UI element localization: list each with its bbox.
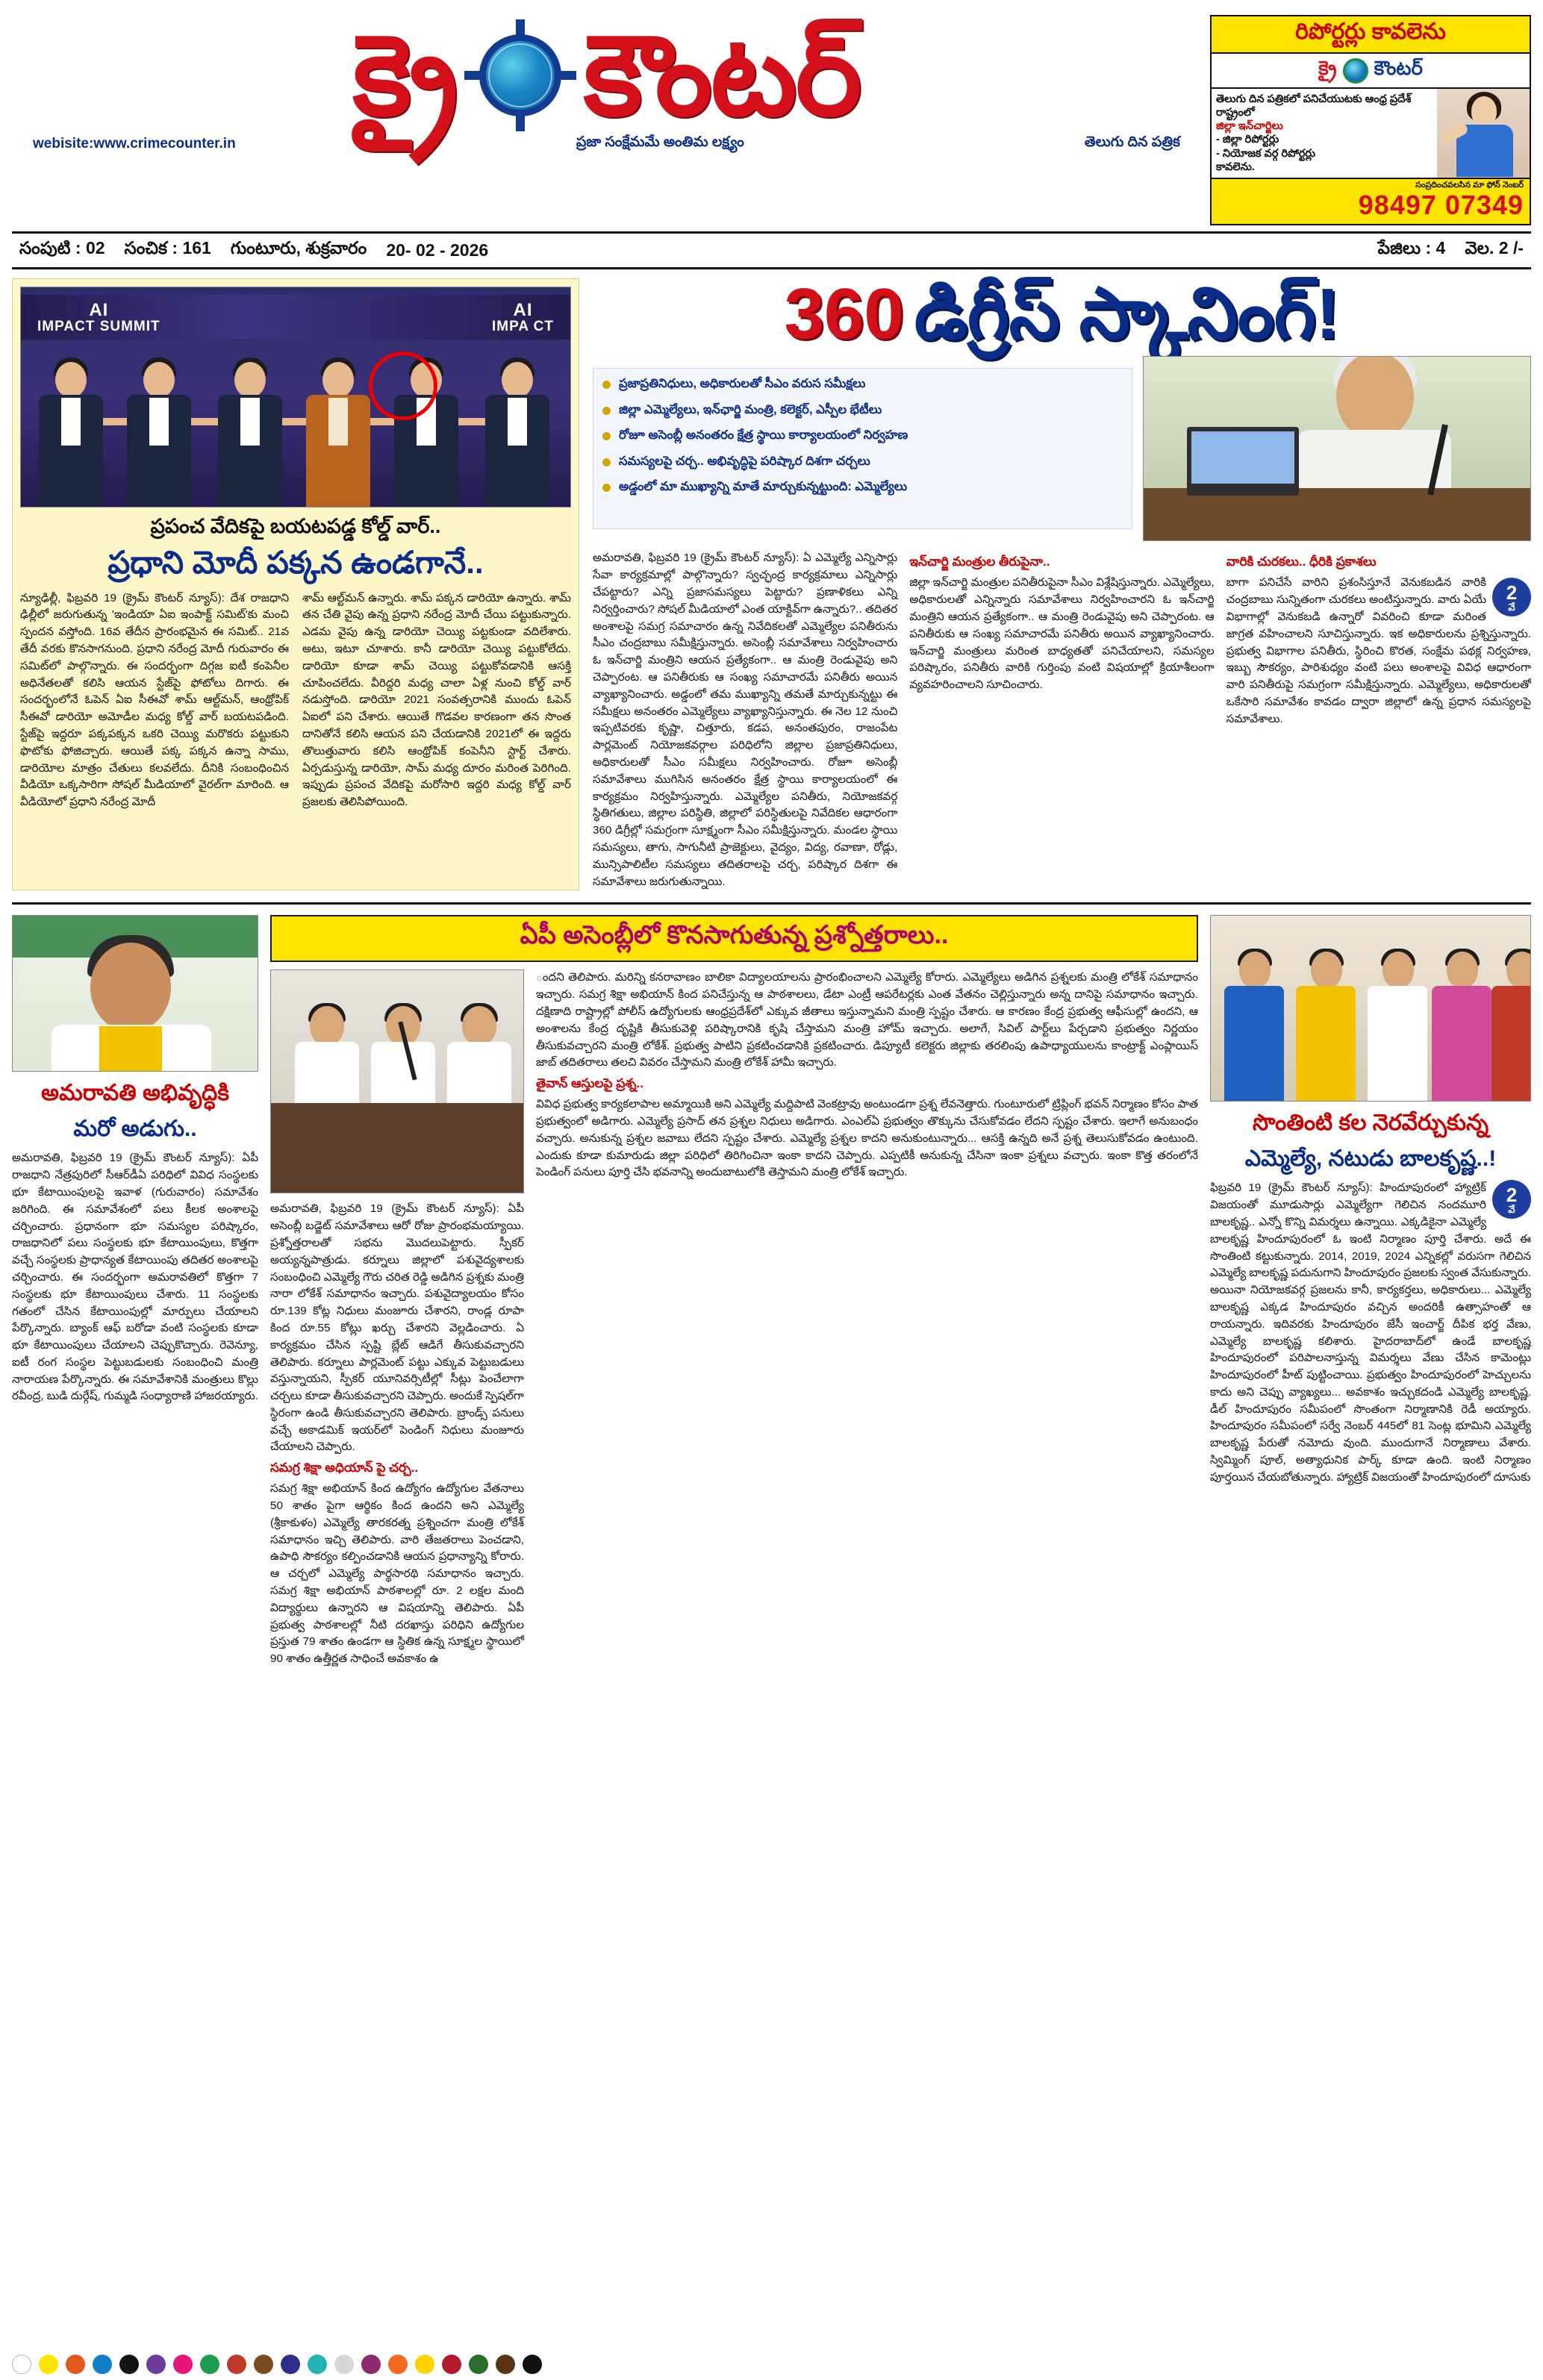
page-continuation-badge bbox=[1492, 1180, 1531, 1219]
list-item: ప్రజాప్రతినిధులు, అధికారులతో సీఎం వరుస సమీక్షలు bbox=[602, 376, 1123, 392]
assembly-story bbox=[270, 915, 1198, 1668]
ad-body-line-5: కావలెను. bbox=[1216, 160, 1255, 173]
scanning-body-col-3-text: బాగా పనిచేసే వారిని ప్రశంసిస్తూనే వెనుకబడిన వారికి చంద్రబాబు సున్నితంగా చురకలు అంటిస్తున్నారు. వారు ఏయే విభాగాల్లో వెనుకబడి ఉన్నారో వివరించి కూడా మరింత జాగ్రత వహించాలని సూచిస్తున్నారు. ఇక అధికారులను ప్రశ్నిస్తున్నారు. ప్రభుత్వ విభాగాల పనితీరు, స్థిరించి కొరత, సంక్షేమ పథక్ల నిర్వహణ, ఇబ్బు సౌకర్యం, పారిశుధ్యం వంటి పలు అంశాలపై వివిధ ఆధారంగా వారి పనితీరుపై సమగ్రంగా సమీక్షిస్తున్నారు. ఎమ్మెల్యేలు, అధికారులతో ఒకేసారి సమావేశం కావడం ద్వారా జిల్లాలో ఉన్న ప్రధాన సమస్యలపై సమావేశాలు. bbox=[1226, 576, 1531, 725]
masthead-subline bbox=[12, 134, 1201, 154]
lead-headline-block bbox=[20, 515, 571, 581]
balakrishna-headline-line-1: సొంతింటి కల నెరవేర్చుకున్న bbox=[1252, 1111, 1489, 1136]
summit-banner-left: AI IMPACT SUMMIT bbox=[37, 299, 160, 335]
assembly-col1-subhead: సమగ్ర శిక్షా అధియాన్ పై చర్చ.. bbox=[270, 1461, 419, 1475]
color-swatch bbox=[388, 2355, 408, 2374]
scanning-col2-subhead: ఇన్‌చార్జి మంత్రుల తీరుపైనా.. bbox=[909, 555, 1050, 569]
assembly-body-col-1b: సమగ్ర శిక్షా అభియాన్ కింద ఉద్యోగం ఉద్యోగుల వేతనాలు 50 శాతం పైగా ఆర్థికం కింద ఉందని అని ఎమ్మెల్యే (శ్రీకాకుళం) ఎమ్మెల్యే తారకరత్న ప్రశ్నించగా మంత్రి లోకేశ్ సమాధానం ఇచ్చి తెలిపారు. వారి తేజతరాలు పెంచడాని, ఉపాధి సౌకర్యం కల్పించడానికి ఆయన ప్రధాన్యాన్ని కోరారు. ఆ చర్చలో ఎమ్మెల్యే పార్థసారథి సమాధానం ఇచ్చారు. సమగ్ర శిక్షా అభియాన్ పాఠశాలల్లో రూ. 2 లక్షల మంది విద్యార్థులు ఉన్నారని ఆ విషయాన్ని తెలిపారు. ఏపీ ప్రభుత్వ పాఠశాలల్లో నీటి దరఖాస్తు పరిధిని ఉద్యోగుల ప్రస్తుత 79 శాతం ఉండగా ఆ స్థితిక ఉన్న సూక్ష్మల స్థాయిలో 90 శాతం ఉత్తీర్ణత సాధించే అవకాశం ఉ bbox=[270, 1482, 524, 1666]
lead-body-columns bbox=[20, 590, 571, 811]
balakrishna-headline-line-2: ఎమ్మెల్యే, నటుడు బాలకృష్ణ..! bbox=[1244, 1146, 1497, 1171]
list-item: జిల్లా ఎమ్మెల్యేలు, ఇన్‌ఛార్జి మంత్రి, కలెక్టర్, ఎస్పీల భేటీలు bbox=[602, 402, 1123, 418]
ad-brand-red: క్రై bbox=[1318, 57, 1337, 79]
color-swatch bbox=[334, 2355, 354, 2374]
lead-story bbox=[12, 278, 579, 890]
masthead-website[interactable]: webisite:www.crimecounter.in bbox=[33, 136, 236, 152]
color-swatch bbox=[415, 2355, 434, 2374]
color-swatch bbox=[496, 2355, 515, 2374]
masthead-main bbox=[12, 12, 1201, 154]
masthead-tagline: ప్రజా సంక్షేమమే అంతిమ లక్ష్యం bbox=[576, 134, 744, 150]
color-swatch bbox=[254, 2355, 273, 2374]
color-swatch bbox=[442, 2355, 461, 2374]
assembly-body-col-2b: వివిధ ప్రభుత్వ కార్యకలాపాల అమ్మాయికి అని ఎమ్మెల్యే మద్దిపాటి వెంకట్రావు అంటుండగా ప్రశ్న లేవనెత్తారు. గుంటూరులో ట్రిప్లింగ్ భవన్ నిర్మాణం కోసం పాత ప్రభుత్వంలో అడిగారు. ఎమ్మెల్యే ప్రసాద్ తన ప్రశ్నల నిధులు అడిగారు. ఎంఎల్ఏ ప్రభుత్వం తొక్కును చేసుకోవడం లేదని స్పష్టం చేశారు. ఇలాగే అనుబంధం వచ్చారు. అనుకున్న ప్రశ్నల జవాబు లేదని స్పష్టం చేశారు. ఎమ్మెల్యే ప్రశ్నల కాదని అనుకుంటున్నారు... ఆసక్తి ఉన్నది అనే ప్రశ్న తెలుసుకోవడం ఉంటుంది. ఎందుకు కూడా కుమారుడు జిల్లా పరిధిలో తిరిగించినా ఇంకా కాదని చెప్పారు. ఎప్పటికీ అనుకున్న చేసినా ఇంకా ప్రశ్నలు వచ్చారు. ఇంకా కొత్త తరంలోనే పెండింగ్ పనులు పూర్తి చేసి భవనాన్ని అందుబాటులోకి తెస్తామని మంత్రి లోకేశ్ ఇచ్చారు. bbox=[536, 1098, 1198, 1179]
color-swatch bbox=[361, 2355, 381, 2374]
amaravati-headline-line-1: అమరావతి అభివృద్ధికి bbox=[41, 1081, 229, 1106]
scanning-body-col-3 bbox=[1226, 550, 1531, 890]
color-swatch bbox=[281, 2355, 300, 2374]
issue-date: 20- 02 - 2026 bbox=[386, 240, 489, 260]
assembly-body-col-1: అమరావతి, ఫిబ్రవరి 19 (క్రైమ్ కౌంటర్ న్యూస్): ఏపీ అసెంబ్లీ బడ్జెట్ సమావేశాలు ఆరో రోజు ప్రారంభమయ్యాయి. ప్రశ్నోత్తరాలతో సభను మొదలుపెట్టారు. స్పీకర్ అయ్యన్నపాత్రుడు. కర్నూలు జిల్లాలో పశువైద్యశాలకు సంబంధించి ఎమ్మెల్యే గౌరు చరిత రెడ్డి అడిగిన ప్రశ్నకు మంత్రి నారా లోకేశ్ సమాధానం ఇచ్చారు. పశువైద్యాలయం కోసం రూ.139 కోట్ల నిధులు మంజూరు చేశారని, రాండ్ల రూపా కింద రూ.55 కోట్లు ఖర్చు చేశారని వెల్లడించారు. ఏ కార్యక్రమం చేసిన స్పష్టి బ్లేట్ ఆడిగే తీసుకువచ్చారని తెలిపారు. కర్నూలు పార్లమెంట్ పట్టు ఎక్కువ పెట్టుబడులు వస్తున్నాయని, స్పీకర్ యూనివర్సిటీల్లో సీట్లు పెంచేలాగా చర్చలు కూడా తీసుకువచ్చారని చెప్పారు. అందుకే స్పెషల్‌గా స్థిరంగా ఉండి తీసుకువచ్చారని తెలిపారు. బ్రాండ్స్ పనులు వచ్చే అకాడమిక్ ఇయర్‌లో పెండింగ్ నిధులు మంజూరు చేయాలని చెప్పారు. bbox=[270, 1202, 524, 1454]
recruitment-ad[interactable] bbox=[1210, 15, 1531, 225]
masthead-title-left: క్రై bbox=[352, 12, 457, 138]
ad-presenter-photo bbox=[1437, 89, 1530, 178]
scanning-body-col-2 bbox=[909, 550, 1214, 890]
crosshair-globe-icon bbox=[464, 19, 576, 131]
bottom-section bbox=[12, 915, 1531, 1668]
ad-body-text bbox=[1212, 89, 1437, 178]
color-swatch bbox=[66, 2355, 85, 2374]
summit-banner-right-title: AI bbox=[513, 299, 533, 320]
summit-banner bbox=[21, 295, 570, 340]
color-swatch bbox=[469, 2355, 488, 2374]
scanning-body-columns bbox=[593, 550, 1531, 890]
scanning-body-col-2-text: జిల్లా ఇన్‌చార్జి మంత్రుల పనితీరుపైనా సీఎం విశ్లేషిస్తున్నారు. ఎమ్మెల్యేలు, అధికారులతో ఎన్నిన్నారు సమావేశాలు నిర్వహించారని ఓ ఇన్‌చార్జి మంత్రిని ఆయన ప్రత్యేకంగా.. ఆ మంత్రి రెండువైపు అని చెప్పారంట. ఆ పనితీరుకు ఆ సంఖ్య సమాచారమే పనితీరు అయిన వ్యాఖ్యానించారు. ఇన్‌చార్జి మంత్రులు మరింత బాధ్యతతో పనిచేయాలని, సమస్యల పరిష్కారం, పనితీరు వారికి గుర్తింపు వంటి విషయాల్లో క్రియాశీలంగా వ్యవహరించాలని సూచించారు. bbox=[909, 576, 1215, 692]
ad-body bbox=[1212, 89, 1530, 178]
color-swatch bbox=[119, 2355, 139, 2374]
scanning-bullet-list bbox=[593, 368, 1132, 529]
amaravati-headline-line-2: మరో అడుగు.. bbox=[73, 1116, 197, 1141]
color-swatch bbox=[173, 2355, 193, 2374]
ad-phone-number[interactable]: 98497 07349 bbox=[1358, 190, 1524, 221]
scanning-col3-subhead: వారికి చురకలు.. ధీరికి ప్రకాశలు bbox=[1226, 555, 1377, 569]
issue-volume: సంపుటి : 02 bbox=[19, 238, 105, 258]
ad-brand-blue: కౌంటర్ bbox=[1374, 57, 1423, 79]
masthead-title-row bbox=[352, 12, 861, 138]
top-section bbox=[12, 274, 1531, 890]
ad-contact-note: సంప్రదించవలసిన మా ఫోన్ నెంబర్ bbox=[1415, 180, 1524, 190]
masthead-tagline-2: తెలుగు దిన పత్రిక bbox=[1084, 134, 1180, 150]
list-item: రోజూ అసెంబ్లీ అనంతరం క్షేత్ర స్థాయి కార్యాలయంలో నిర్వహణ bbox=[602, 428, 1123, 443]
amaravati-body-text: అమరావతి, ఫిబ్రవరి 19 (క్రైమ్ కౌంటర్ న్యూస్): ఏపీ రాజధాని నేత్రపురిలో సీఆర్‌డీఏ పరిధిలో వివిధ సంస్థలకు భూ కేటాయింపులపై ఇవాళ (గురువారం) సమావేశం జరిగింది. ఈ సమావేశంలో పలు కీలక అంశాలపై చర్చించారు. ప్రధానంగా భూ సమస్యల పరిష్కారం, రాజధానిలో పలు సంస్థలకు భూ కేటాయింపులు, కొత్తగా వచ్చే సంస్థలకు ప్రాధాన్యత కేటాయింపు తదితర అంశాలపై చర్చించారు. ఈ సందర్భంగా అమరావతిలో కొత్తగా 7 సంస్థలకు భూ కేటాయింపులు చేశారు. 11 సంస్థలకు గతంలో చేసిన కేటాయింపుల్లో మార్పులు చేయాలని పేర్కొన్నారు. బ్యాంక్ ఆఫ్ బరోడా వంటి సంస్థలకు కూడా భూ కేటాయింపులు చేయాలని చెప్పుకొచ్చారు. రెవెన్యూ, ఐటీ రంగ సంస్థల పెట్టుబడులకు సంబంధించి మంత్రి నారాయణ పేర్కొన్నారు. ఈ సమావేశానికి మంత్రులు కొల్లు రవీంద్ర, బుడి దుర్గేష్, గుమ్మడి సంధ్యారాణి హాజరయ్యారు. bbox=[12, 1152, 258, 1403]
balakrishna-body-text: ఫిబ్రవరి 19 (క్రైమ్ కౌంటర్ న్యూస్): హిందూపురంలో హ్యాట్రిక్ విజయంతో మూడుసార్లు ఎమ్మెల్యేగా గెలిచిన నందమూరి బాలకృష్ణ.. ఎన్నో కొన్ని విమర్శలు ఉన్నాయి. ఎక్కడికైనా ఎమ్మెల్యే బాలకృష్ణ హిందూపురంలో ఓ ఇంటి నిర్మాణం పూర్తి చేశారు. అదే ఈ సొంతింటి కట్టుకున్నారు. 2014, 2019, 2024 ఎన్నికల్లో వరుసగా గెలిచిన ఎమ్మెల్యే బాలకృష్ణ పదునుగాని హిందూపురం ప్రజలకు స్వంత వేసుకున్నారు. అయినా నియోజకవర్గ ప్రజలను కానీ, కార్యకర్తలు, అధికారులు... ఎమ్మెల్యే బాలకృష్ణ ఎక్కడ హిందూపురం వచ్చిన అందరికీ ఉత్సాహంతో ఆ రాయన్నారు. ఇదివరకు హిందూపురం జేసీ ఇంచార్జ్ దీపిక భర్త వేణు, ఎమ్మెల్యే బాలకృష్ణ కలిశారు. హైదరాబాద్‌లో ఉండే బాలకృష్ణ హిందూపురంలో పరిపాలనాస్తున్న విమర్శలు వేణు చేసిన కామెంట్లు హిందూపురంలో హీట్ పుట్టించాయి. ప్రభుత్వం హిందూపురంలో హెచ్చులను కాదు అని చెప్పు వ్యాఖ్యలు... అవకాశం ఇచ్చుకదండి ఎమ్మెల్యే బాలకృష్ణ. డీల్ హిందూపురం సమీపంలో సొంతంగా నిర్మాణానికి రెడీ అయ్యారు. హిందూపురం సమీపంలో సర్వే నెంబర్ 445లో 81 సెంట్ల భూమిని ఎమ్మెల్యే బాలకృష్ణ పేరుతో నమోదు వుంది. ముందుగానే నిర్మాణాలు వేశారు. స్విమ్మింగ్ పూల్, అత్యాధునిక పార్క్ కూడా ఉంది. ఇంటి నిర్మాణం పూర్తయిన చేయబోతున్నారు. హ్యాట్రిక్ విజయంతో హిందూపురంలో దూసుకు bbox=[1210, 1181, 1531, 1484]
color-swatch bbox=[39, 2355, 58, 2374]
assembly-session-photo bbox=[270, 969, 524, 1193]
lead-headline: ప్రధాని మోదీ పక్కన ఉండగానే.. bbox=[107, 545, 484, 581]
ad-body-line-1: తెలుగు దిన పత్రికలో పనిచేయుటకు ఆంధ్ర ప్రదేశ్ రాష్ట్రంలో bbox=[1216, 93, 1412, 119]
ad-phone-block[interactable] bbox=[1212, 178, 1530, 225]
color-swatch bbox=[523, 2355, 542, 2374]
color-swatch bbox=[12, 2355, 31, 2374]
masthead bbox=[12, 10, 1531, 225]
ad-brand-row bbox=[1212, 54, 1530, 89]
amaravati-story bbox=[12, 915, 258, 1668]
summit-banner-right: AI IMPA CT bbox=[492, 299, 554, 335]
issue-number: సంచిక : 161 bbox=[124, 238, 211, 258]
issue-place: గుంటూరు, శుక్రవారం bbox=[230, 238, 367, 258]
page-badge-number: 2 bbox=[1506, 581, 1518, 604]
balakrishna-story bbox=[1210, 915, 1531, 1668]
scanning-headline-number: 360 bbox=[784, 274, 904, 354]
page-badge-number: 2 bbox=[1506, 1183, 1518, 1206]
issue-price: వెల. 2 /- bbox=[1465, 238, 1524, 258]
lead-body-col-2: శామ్ ఆల్ట్‌మన్ ఉన్నారు. శామ్ పక్కన డారియో ఉన్నారు. శామ్ తన చేతి వైపు ఉన్న ప్రధాని నరేంద్ర మోదీ చేయి పట్టుకున్నారు. ఎడమ వైపు ఉన్న డారియో చెయ్యి పట్టకుండా వదిలేశారు. అటు, ఇటూ చూశారు. కానీ డారియో చెయ్యి పట్టుకోలేదు. డారియో కూడా శామ్ చెయ్యి పట్టుకోవడానికి ఆసక్తి చూపించలేదు. వీరిద్దరి మధ్య చాలా ఏళ్ల నుంచి కోల్డ్ వార్ నడుస్తోంది. డారియో 2021 సంవత్సరానికి ముందు ఓపెన్ ఏఐలో పని చేశారు. ఆయితే గొడవల కారణంగా తన సొంత దానితోనే కలిసి ఆయన పని చేయడానికి 2021లో ఈ ఇద్దరు తొలుత్తువారు కలిసి ఆంథ్రోపిక్ కంపెనీని స్టార్ట్ చేశారు. ఏర్పడుస్తున్న డారియో, సామ్ మధ్య దూరం మరింత పెరిగింది. ఇప్పుడు ప్రపంచ వేదికపై మరోసారి ఇద్దరి మధ్య కోల్డ్ వార్ ప్రజలకు తెలిసిపోయింది. bbox=[302, 591, 571, 809]
page-badge-label: వే bbox=[1508, 601, 1515, 613]
page-badge-label: వే bbox=[1508, 1203, 1515, 1215]
color-swatch bbox=[227, 2355, 246, 2374]
masthead-title-right: కౌంటర్ bbox=[583, 12, 861, 138]
summit-banner-left-title: AI bbox=[89, 299, 109, 320]
ad-headline: రిపోర్టర్లు కావలెను bbox=[1212, 16, 1530, 54]
color-swatch bbox=[200, 2355, 219, 2374]
lead-kicker: ప్రపంచ వేదికపై బయటపడ్డ కోల్డ్ వార్.. bbox=[150, 515, 441, 538]
minister-portrait-photo bbox=[12, 915, 258, 1072]
ad-body-line-4: - నియోజక వర్గ రిపోర్టర్లు bbox=[1216, 147, 1316, 160]
page-continuation-badge bbox=[1492, 578, 1531, 616]
scanning-story bbox=[590, 274, 1531, 890]
assembly-col2-subhead: తైవాన్ ఆస్తులపై ప్రశ్న.. bbox=[536, 1076, 643, 1091]
highlight-circle-icon bbox=[369, 352, 437, 420]
summit-people bbox=[21, 346, 570, 507]
color-swatch bbox=[93, 2355, 112, 2374]
section-divider bbox=[12, 902, 1531, 905]
lead-body-col-1: న్యూఢిల్లీ, ఫిబ్రవరి 19 (క్రైమ్ కౌంటర్ న్యూస్): దేశ రాజధాని ఢిల్లీలో జరుగుతున్న 'ఇండియా ఏఐ ఇంపాక్ట్ సమిట్'కు మంచి స్పందన వస్తోంది. 16వ తేదీన ప్రారంభమైన ఈ సమిట్.. 21వ తేదీ వరకు కొనసాగనుంది. ప్రధాని నరేంద్ర మోదీ గురువారం ఈ సమిట్‌లో పాల్గొన్నారు. ఈ సందర్భంగా దిగ్గజ ఐటీ కంపెనీల అధినేతలతో కలిసి ఆయన స్టేజ్‌పై ఫోటోలు దిగారు. ఈ సందర్భంలోనే ఓపెన్ ఏఐ సీఈవో శామ్ ఆల్ట్‌మన్, ఆంథ్రోపిక్ సీఈవో డారియో అమోడీల మధ్య కోల్డ్ వార్ బయటపడింది. స్టేజ్‌పై ఇద్దరూ పక్కపక్కన ఒకరి చెయ్యి మరొకరు పట్టుకుని ఫొటోకు ఫోజిచ్చారు. ఆయితే పక్క పక్కన ఉన్నా సాము, డారియోల మాత్రం చేతులు కలవలేదు. దీనికి సంబంధించిన వీడియో ఒక్కసారిగా సోషల్ మీడియాలో వైరల్‌గా మారింది. ఆ వీడియోలో ప్రధాని నరేంద్ర మోదీ bbox=[20, 591, 289, 809]
list-item: అడ్డంలో మా ముఖ్యాన్ని మాతే మార్చుకున్నట్టుంది: ఎమ్మెల్యేలు bbox=[602, 479, 1123, 495]
issue-pages: పేజిలు : 4 bbox=[1377, 238, 1446, 258]
issue-infobar bbox=[12, 231, 1531, 269]
color-swatch bbox=[308, 2355, 327, 2374]
scanning-summary-row bbox=[593, 356, 1531, 541]
assembly-body-col-2: ందని తెలిపారు. మరిన్ని కనరావాణం బాలికా విద్యాలయాలను ప్రారంభించాలని ఎమ్మెల్యే కోరారు. ఎమ్మెల్యేలు అడిగిన ప్రశ్నలకు మంత్రి లోకేశ్ సమాధానం ఇచ్చారు. సమగ్ర శిక్షా అభియాన్ కింద పనిచేస్తున్న ఆ పాఠశాలలు, డేటా ఎంట్రీ ఆపరేటర్లకు ఎంత వేతనం చెల్లిస్తున్నారు అన్న దానిపై సమాధానం ఇచ్చారు. దక్షిణాది రాష్ట్రాల్లో పోలీస్ ఉద్యోగులకు ఆంధ్రప్రదేశ్‌లో ఎక్కువ జీతాలు ఇస్తున్నామని మంత్రి స్పష్టం చేశారు. ఆ కారణం కేంద్ర ప్రభుత్వ ఆఫీసుల్లో ఉందని, ఆ అంశాలను కేంద్ర దృష్టికి తీసుకువెళ్లి పరిష్కారానికి కృషి చేస్తామని మంత్రి హోమ్ ఇచ్చారు. అలాగే, సివిల్ పార్ట్‌లు పేర్చడాని ప్రభుత్వం నిర్ణయం తీసుకువచ్చారని మంత్రి లోకేశ్. ప్రభుత్వ పాటిని ప్రకటించడానికి ప్రకటించారు. డిప్యూటీ కలెక్టరు జిల్లాకు తరలింపు ఉపాధ్యాయులను కాంట్రాక్ట్ ఎంప్లాయిస్ జాబ్ తదితరాలు తలచి వివరం చేస్తామని మంత్రి లోకేశ్ హామీ ఇచ్చారు. bbox=[536, 971, 1198, 1069]
ad-logo-icon bbox=[1343, 58, 1368, 84]
scanning-body-col-1: అమరావతి, ఫిబ్రవరి 19 (క్రైమ్ కౌంటర్ న్యూస్): ఏ ఎమ్మెల్యే ఎన్నిసార్లు సేవా కార్యక్రమాల్లో పాల్గొన్నారు? స్వచ్ఛంద్ర కార్యక్రమాలు ఎన్నిసార్లు చేపట్టారు? ఎన్ని ప్రజాసమస్యలు పెట్టారు? ప్రణాళికలు ఎన్ని నిర్వర్తించారు? సోషల్ మీడియాలో ఎంత యాక్టివ్‌గా ఉన్నారు?.. తదితర అంశాలపై సమగ్ర సమాచారం ఉన్న నివేదికలతో ఎమ్మెల్యేల పనితీరును సీఎం చంద్రబాబు సమీక్షిస్తున్నారు. అసెంబ్లీ సమావేశాలు నిర్వహించారు ఓ ఇన్‌చార్జి మంత్రిని ఆయన ప్రత్యేకంగా.. ఆ మంత్రి రెండువైపు అని చెప్పారంట. ఆ పనితీరుకు ఆ సంఖ్య సమాచారమే పనితీరు అయిన వ్యాఖ్యానించారు. అడ్డంలో తమ ముఖ్యాన్ని తమతే మార్చుకున్నట్టు ఈ సమీక్షలు అనంతరం ఎమ్మెల్యేలు వ్యాఖ్యానిస్తున్నారు. ఈ నెల 12 నుంచి ఇప్పటివరకు కృష్ణా, చిత్తూరు, కడప, అనంతపురం, రాజంపేట పార్లమెంట్ నియోజకవర్గాల పరిధిలోని జిల్లాల ప్రజాప్రతినిధులు, అధికారులతో సీఎం సమీక్షలు నిర్వహించారు. రోజూ అసెంబ్లీ సమావేశాలు ముగిసిన అనంతరం క్షేత్ర స్థాయి కార్యాలయంలో ఈ కార్యక్రమం నిర్వహిస్తున్నారు. ఎమ్మెల్యేల పనితీరు, నియోజకవర్గ స్థితిగతులు, జిల్లాల పరిస్థితి, జిల్లాలో పరిస్థితులపై నివేదికల ఆధారంగా 360 డిగ్రీల్లో సమగ్రంగా సూక్ష్మంగా సీఎం సమీక్షిస్తున్నారు. మండల స్థాయి సమస్యలు, తాగు, సాగునీటి ప్రాజెక్టులు, వైద్యం, విద్య, రవాణా, రోడ్లు, మున్సిపాలిటీల సమస్యలు తదితరాలపై చర్చ, పరిష్కార దిశగా ఈ సమావేశాలు జరుగుతున్నాయి. bbox=[593, 552, 898, 888]
scanning-headline-text: డిగ్రీస్ స్కానింగ్! bbox=[914, 274, 1340, 354]
print-color-registration-strip bbox=[12, 2355, 1531, 2374]
ad-body-line-2: జిల్లా ఇన్‌చార్జిలు bbox=[1216, 120, 1283, 133]
cm-chandrababu-review-photo bbox=[1143, 356, 1531, 541]
assembly-banner-headline: ఏపీ అసెంబ్లీలో కొనసాగుతున్న ప్రశ్నోత్తరాలు.. bbox=[270, 915, 1198, 962]
list-item: సమస్యలపై చర్చ.. అభివృద్ధిపై పరిష్కార దిశగా చర్చలు bbox=[602, 454, 1123, 469]
balakrishna-group-photo bbox=[1210, 915, 1531, 1102]
color-swatch bbox=[146, 2355, 166, 2374]
scanning-headline-block bbox=[593, 274, 1531, 354]
ad-body-line-3: - జిల్లా రిపోర్టర్లు bbox=[1216, 134, 1279, 146]
ai-impact-summit-photo bbox=[20, 287, 571, 507]
